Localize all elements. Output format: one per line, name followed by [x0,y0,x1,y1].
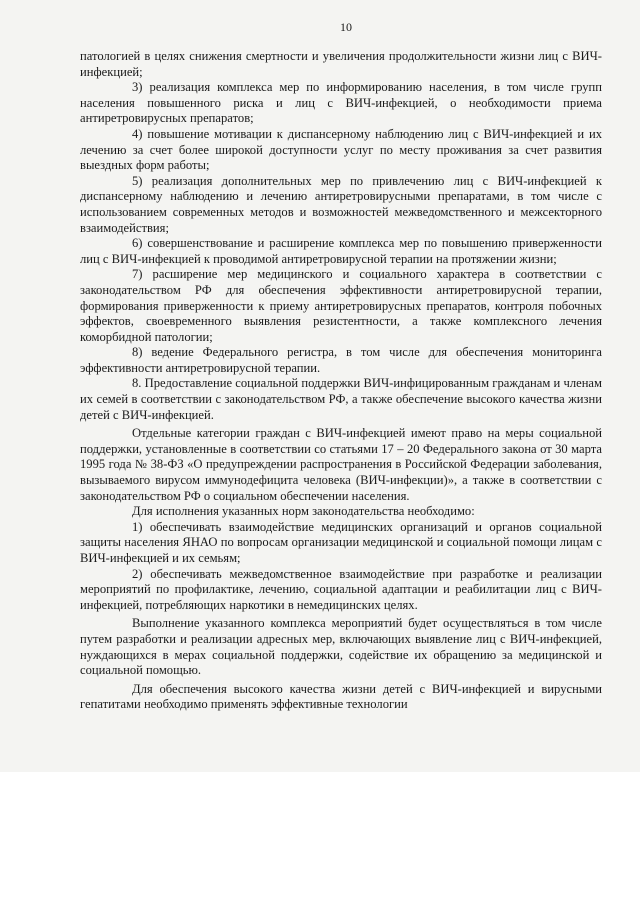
list-item-3: 3) реализация комплекса мер по информированию населения, в том числе групп населения повышенного риска и лиц с ВИЧ-инфекцией, о необходимости приема антиретровирусных препаратов; [80,80,602,126]
paragraph-continuation: патологией в целях снижения смертности и увеличения продолжительности жизни лиц с ВИЧ-инфекцией; [80,49,602,79]
paragraph-requirements-intro: Для исполнения указанных норм законодательства необходимо: [132,504,475,519]
list-item-4: 4) повышение мотивации к диспансерному наблюдению лиц с ВИЧ-инфекцией и их лечению за счет более широкой доступности услуг по месту проживания за счет развития выездных форм работы; [80,126,602,173]
paragraph-implementation: Выполнение указанного комплекса мероприятий будет осуществляться в том числе путем разработки и реализации адресных мер, включающих выявление лиц с ВИЧ-инфекцией, нуждающихся в мерах социальной поддержки, содействие их обращению за медицинской и социальной помощью. [80,616,602,678]
paragraph-children-quality: Для обеспечения высокого качества жизни детей с ВИЧ-инфекцией и вирусными гепатитами необходимо применять эффективные технологии [80,681,602,712]
list-item-5: 5) реализация дополнительных мер по привлечению лиц с ВИЧ-инфекцией к диспансерному наблюдению и лечению антиретровирусными препаратами, в том числе с использованием современных методов и возможностей межведомственного и межсекторного взаимодействия; [80,173,602,235]
requirement-item-2: 2) обеспечивать межведомственное взаимодействие при разработке и реализации мероприятий по профилактике, лечению, социальной адаптации и реабилитации лиц с ВИЧ-инфекцией, потребляющих наркотики в немедицинских целях. [80,566,602,612]
list-item-6: 6) совершенствование и расширение комплекса мер по повышению приверженности лиц с ВИЧ-инфекцией к проводимой антиретровирусной терапии на протяжении жизни; [80,236,602,266]
paragraph-social-support: Отдельные категории граждан с ВИЧ-инфекцией имеют право на меры социальной поддержки, установленные в соответствии со статьями 17 – 20 Федерального закона от 30 марта 1995 года № 38-ФЗ «О предупреждении распространения в Российской Федерации заболевания, вызываемого вирусом иммунодефицита человека (ВИЧ-инфекции)», а также в соответствии с законодательством РФ о социальном обеспечении населения. [80,426,602,503]
page-number: 10 [340,20,352,34]
blank-area [0,772,640,905]
document-body [80,49,602,713]
list-item-7: 7) расширение мер медицинского и социального характера в соответствии с законодательством РФ для обеспечения эффективности антиретровирусной терапии, формирования приверженности к приему антиретровирусных препаратов, контроля побочных эффектов, своевременного выявления резистентности, а также комплексного лечения коморбидной патологии; [80,267,602,344]
list-item-8: 8) ведение Федерального регистра, в том числе для обеспечения мониторинга эффективности антиретровирусной терапии. [80,345,602,375]
section-8-heading: 8. Предоставление социальной поддержки ВИЧ-инфицированным гражданам и членам их семей в соответствии с законодательством РФ, а также обеспечение высокого качества жизни детей с ВИЧ-инфекцией. [80,376,602,422]
requirement-item-1: 1) обеспечивать взаимодействие медицинских организаций и органов социальной защиты населения ЯНАО по вопросам организации медицинской и социальной помощи лицам с ВИЧ-инфекцией и их семьям; [80,519,602,565]
